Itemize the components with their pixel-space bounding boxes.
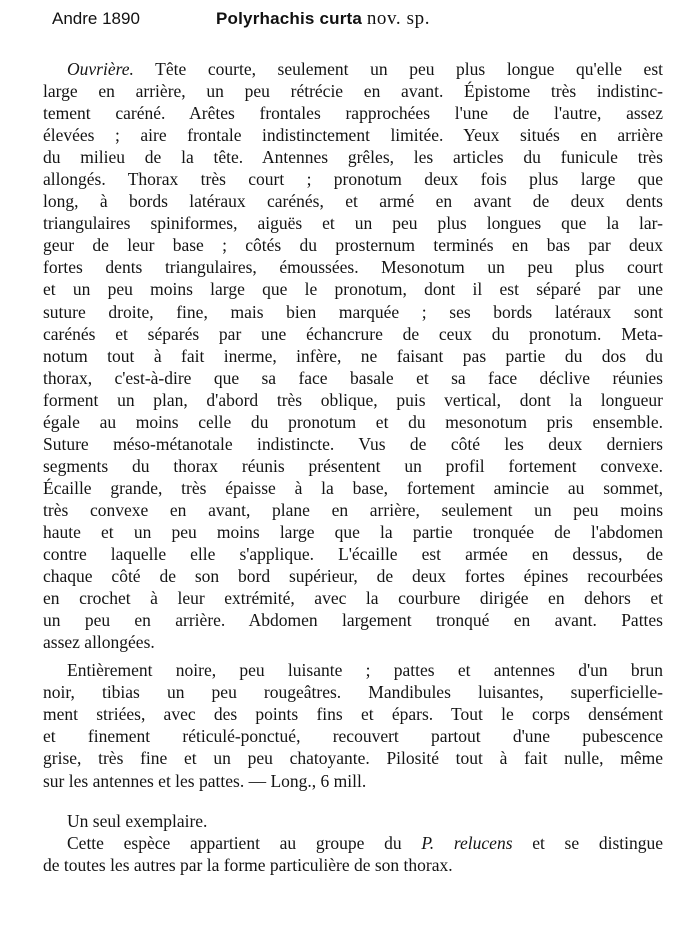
affinity-taxon: P. relucens — [421, 832, 513, 853]
text-line: et finement réticulé-ponctué, recouvert partout d'une pubescence — [43, 726, 663, 747]
text-line: un peu en arrière. Abdomen largement tronqué en avant. Pattes — [43, 610, 663, 631]
text-line: et un peu moins large que le pronotum, dont il est séparé par une — [43, 279, 663, 300]
text-line: très convexe en avant, plane en arrière, seulement un peu moins — [43, 499, 663, 520]
affinity-line — [43, 832, 663, 854]
text-line: allongés. Thorax très court ; pronotum deux fois plus large que — [43, 169, 663, 190]
text-line: thorax, c'est-à-dire que sa face basale et sa face déclive réunies — [43, 367, 663, 388]
text-line: sur les antennes et les pattes. — Long., 6 mill. — [43, 770, 367, 791]
text-line: long, à bords latéraux carénés, et armé en avant de deux dents — [43, 191, 663, 212]
text-line: Suture méso-métanotale indistincte. Vus de côté les deux derniers — [43, 433, 663, 454]
document-body — [43, 58, 663, 876]
text-line: segments du thorax réunis présentent un profil fortement convexe. — [43, 455, 663, 476]
text-line: large en arrière, un peu rétrécie en avant. Épistome très indistinc- — [43, 81, 663, 102]
text-line: du milieu de la tête. Antennes grêles, les articles du funicule très — [43, 147, 663, 168]
text-line: haute et un peu moins large que la partie tronquée de l'abdomen — [43, 521, 663, 542]
specimen-line: Un seul exemplaire. — [67, 810, 208, 831]
text-line-content: Tête courte, seulement un peu plus longue qu'elle est — [133, 59, 663, 79]
text-line: forment un plan, d'abord très oblique, puis vertical, dont la longueur — [43, 389, 663, 410]
text-line: tement caréné. Arêtes frontales rapprochées l'une de l'autre, assez — [43, 103, 663, 124]
species-status: nov. sp. — [366, 8, 431, 29]
text-line: noir, tibias un peu rougeâtres. Mandibules luisantes, superficielle- — [43, 682, 663, 703]
page-header — [0, 0, 686, 40]
affinity-line-end: de toutes les autres par la forme particulière de son thorax. — [43, 854, 453, 875]
text-line: fortes dents triangulaires, émoussées. Mesonotum un peu plus court — [43, 257, 663, 278]
text-line: ment striées, avec des points fins et épars. Tout le corps densément — [43, 704, 663, 725]
text-line: Entièrement noire, peu luisante ; pattes et antennes d'un brun — [67, 660, 663, 681]
text-line: Écaille grande, très épaisse à la base, fortement amincie au sommet, — [43, 477, 663, 498]
author-year: Andre 1890 — [52, 9, 140, 28]
species-title — [216, 8, 430, 30]
description-paragraph — [43, 58, 663, 653]
text-line: geur de leur base ; côtés du prosternum terminés en bas par deux — [43, 235, 663, 256]
affinity-text-post: et se distingue — [512, 832, 663, 853]
remarks-paragraph — [43, 810, 663, 876]
text-line: notum tout à fait inerme, infère, ne faisant pas partie du dos du — [43, 345, 663, 366]
text-line: chaque côté de son bord supérieur, de deux fortes épines recourbées — [43, 566, 663, 587]
affinity-text-pre: Cette espèce appartient au groupe du — [67, 832, 422, 853]
caste-label: Ouvrière. — [67, 59, 134, 79]
text-line: contre laquelle elle s'applique. L'écaille est armée en dessus, de — [43, 544, 663, 565]
text-line: assez allongées. — [43, 632, 155, 653]
coloration-paragraph — [43, 659, 663, 791]
text-line: grise, très fine et un peu chatoyante. Pilosité tout à fait nulle, même — [43, 748, 663, 769]
text-line: en crochet à leur extrémité, avec la courbure dirigée en dehors et — [43, 588, 663, 609]
text-line: triangulaires spiniformes, aiguës et un peu plus longues que la lar- — [43, 213, 663, 234]
text-line — [43, 58, 663, 80]
text-line: suture droite, fine, mais bien marquée ; ses bords latéraux sont — [43, 301, 663, 322]
text-line: carénés et séparés par une échancrure de ceux du pronotum. Meta- — [43, 323, 663, 344]
text-line: élevées ; aire frontale indistinctement limitée. Yeux situés en arrière — [43, 125, 663, 146]
species-name: Polyrhachis curta — [216, 9, 363, 28]
text-line: égale au moins celle du pronotum et du mesonotum pris ensemble. — [43, 411, 663, 432]
